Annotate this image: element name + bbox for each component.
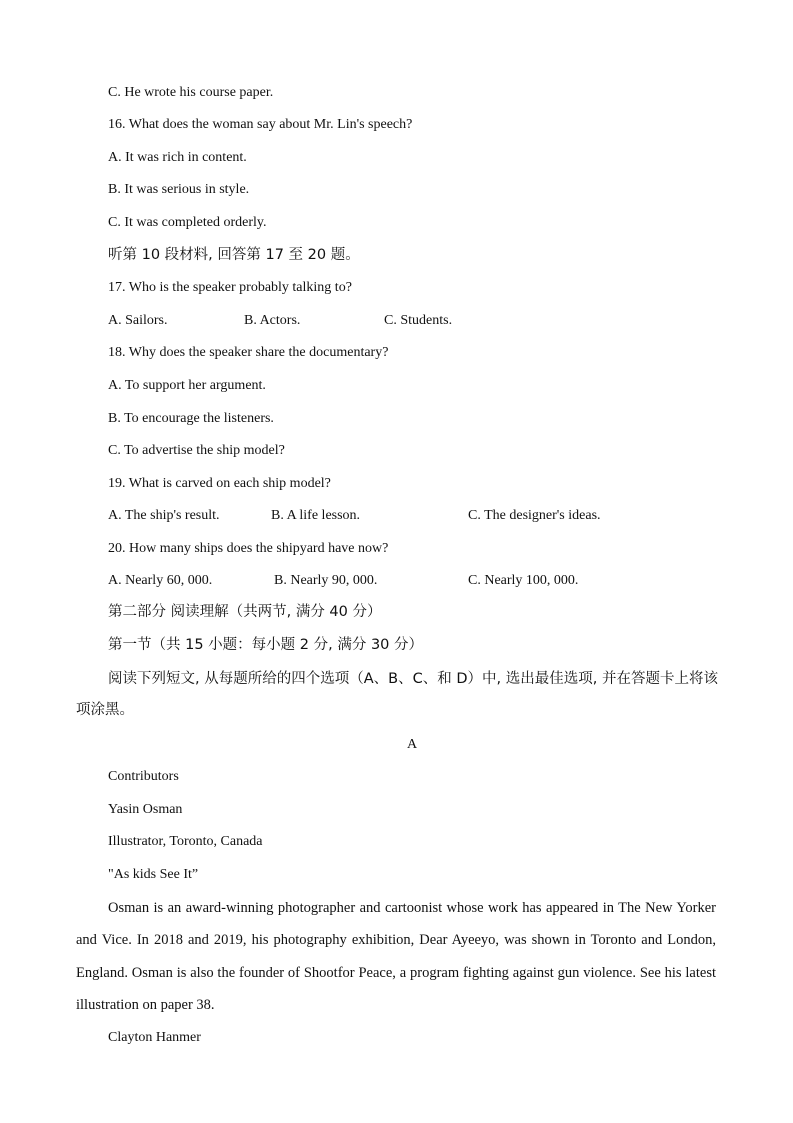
contributors-heading: Contributors xyxy=(108,769,179,784)
q19-option-a: A. The ship's result. xyxy=(108,508,220,523)
reading-instruction xyxy=(76,664,718,726)
q18-option-c: C. To advertise the ship model? xyxy=(108,443,285,458)
q20-option-b: B. Nearly 90, 000. xyxy=(274,573,378,588)
q16-option-b: B. It was serious in style. xyxy=(108,182,250,197)
contributor-bio-text: Osman is an award-winning photographer and cartoonist whose work has appeared in The New Yorker and Vice. In 2018 and 2019, his photography exhibition, Dear Ayeeyo, was shown in Toronto and London, England. Osman is also the founder of Shootfor Peace, a program fighting against gun violence. See his latest illustration on paper 38. xyxy=(76,900,716,1013)
q20-option-a: A. Nearly 60, 000. xyxy=(108,573,213,588)
q16-question: 16. What does the woman say about Mr. Lin's speech? xyxy=(108,117,413,132)
q18-question: 18. Why does the speaker share the documentary? xyxy=(108,345,389,360)
contributor-role: Illustrator, Toronto, Canada xyxy=(108,834,263,849)
q19-option-c: C. The designer's ideas. xyxy=(468,508,601,523)
contributor-bio xyxy=(76,892,716,1021)
q16-option-c: C. It was completed orderly. xyxy=(108,215,267,230)
section10-instruction: 听第 10 段材料, 回答第 17 至 20 题。 xyxy=(108,247,360,263)
contributor-name-2: Clayton Hanmer xyxy=(108,1030,201,1045)
contributor-work-title: "As kids See It” xyxy=(108,867,199,882)
part2-heading: 第二部分 阅读理解（共两节, 满分 40 分） xyxy=(108,604,382,620)
q17-option-c: C. Students. xyxy=(384,313,453,328)
q17-question: 17. Who is the speaker probably talking to? xyxy=(108,280,352,295)
q19-question: 19. What is carved on each ship model? xyxy=(108,476,331,491)
q17-option-a: A. Sailors. xyxy=(108,313,168,328)
q18-option-b: B. To encourage the listeners. xyxy=(108,411,274,426)
section1-heading: 第一节（共 15 小题：每小题 2 分, 满分 30 分） xyxy=(108,637,423,653)
q20-option-c: C. Nearly 100, 000. xyxy=(468,573,579,588)
q15-option-c: C. He wrote his course paper. xyxy=(108,85,274,100)
q19-option-b: B. A life lesson. xyxy=(271,508,361,523)
q18-option-a: A. To support her argument. xyxy=(108,378,266,393)
q20-question: 20. How many ships does the shipyard have now? xyxy=(108,541,389,556)
q17-option-b: B. Actors. xyxy=(244,313,301,328)
q16-option-a: A. It was rich in content. xyxy=(108,150,247,165)
reading-instruction-text: 阅读下列短文, 从每题所给的四个选项（A、B、C、和 D）中, 选出最佳选项, 并在答题卡上将该项涂黑。 xyxy=(76,671,718,718)
contributor-name: Yasin Osman xyxy=(108,802,183,817)
passage-label: A xyxy=(407,737,418,752)
